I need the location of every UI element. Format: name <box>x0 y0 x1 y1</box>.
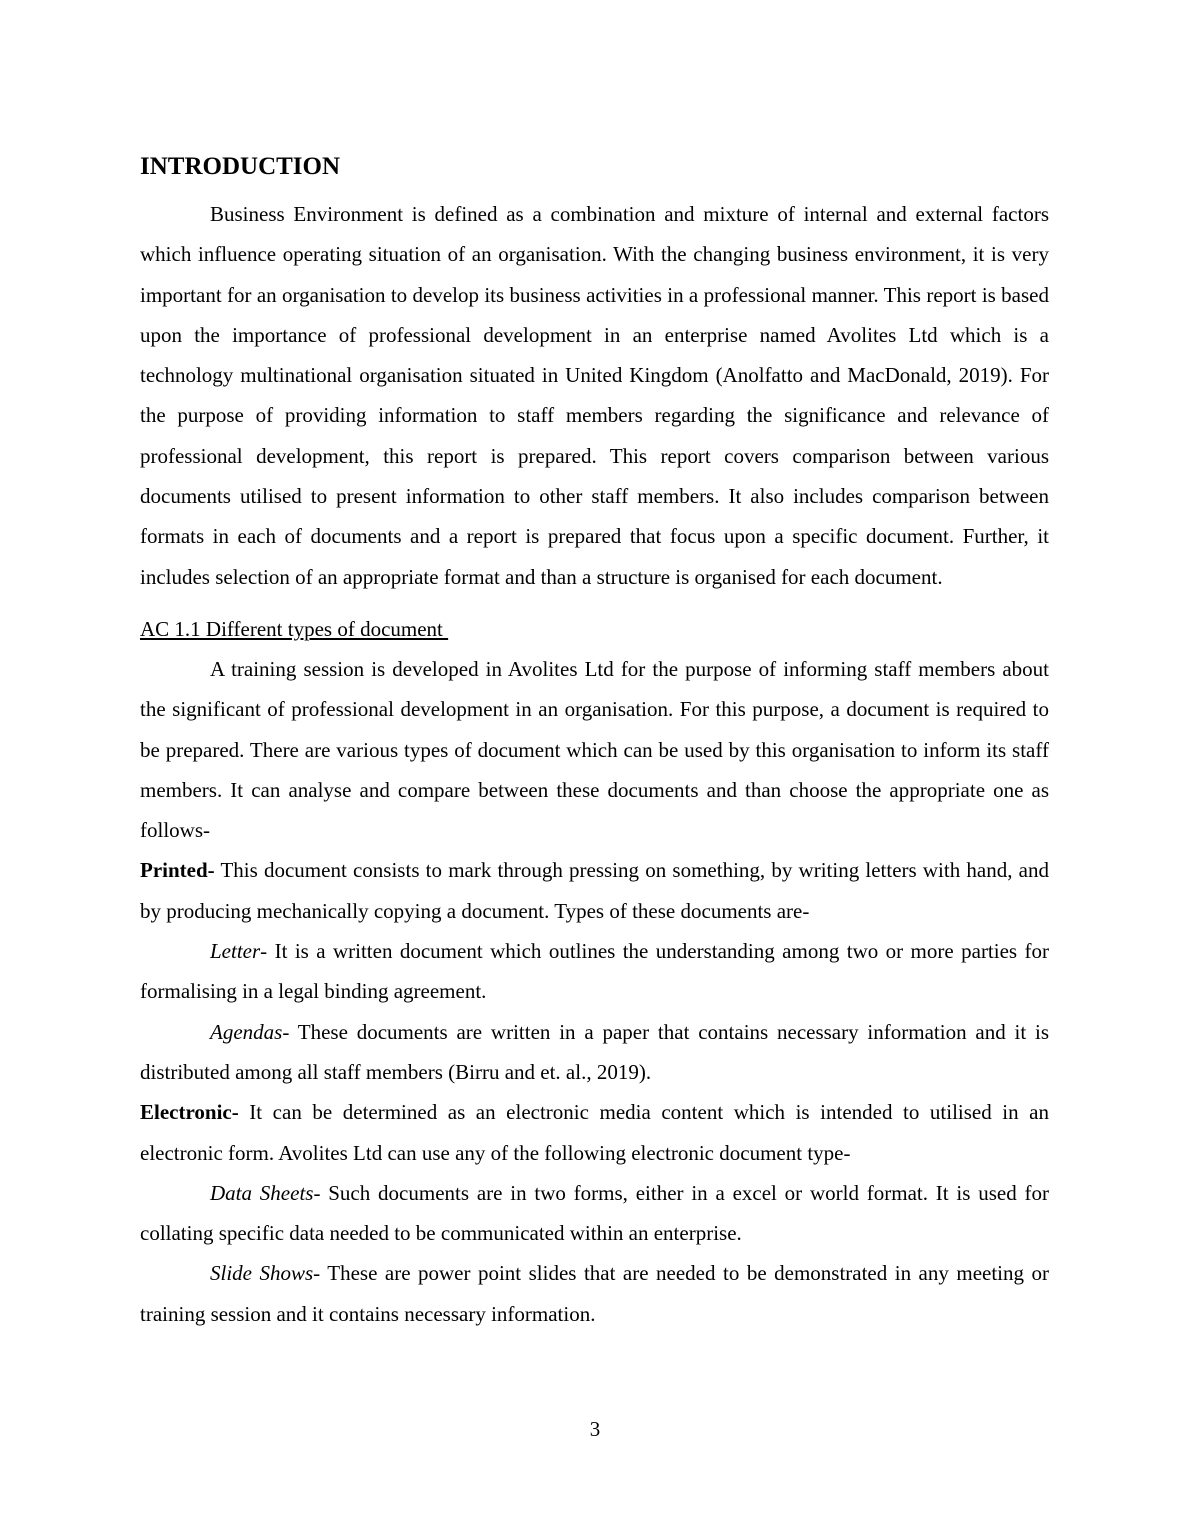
data-sheets-text: - Such documents are in two forms, either in a excel or world format. It is used for collating specific data needed to be communicated within an enterprise. <box>140 1180 1049 1246</box>
section-heading: AC 1.1 Different types of document <box>140 616 449 641</box>
section-paragraph: A training session is developed in Avolites Ltd for the purpose of informing staff members about the significant of professional development in an organisation. For this purpose, a document is required to be prepared. There are various types of document which can be used by this organisation to inform its staff members. It can analyse and compare between these documents and than choose the appropriate one as follows- <box>140 656 1049 843</box>
letter-paragraph <box>140 931 1049 1012</box>
printed-paragraph <box>140 850 1049 931</box>
page-number: 3 <box>589 1417 601 1441</box>
letter-label: Letter <box>210 939 261 964</box>
page-title: INTRODUCTION <box>140 153 341 180</box>
data-sheets-label: Data Sheets <box>210 1180 314 1205</box>
letter-text: - It is a written document which outlines the understanding among two or more parties for formalising in a legal binding agreement. <box>140 939 1049 1004</box>
data-sheets-paragraph <box>140 1173 1049 1254</box>
electronic-label: Electronic- <box>140 1100 239 1125</box>
slide-shows-label: Slide Shows <box>210 1261 314 1286</box>
printed-text: This document consists to mark through pressing on something, by writing letters with hand, and by producing mechanically copying a document. Types of these documents are- <box>140 858 1049 923</box>
slide-shows-text: - These are power point slides that are needed to be demonstrated in any meeting or training session and it contains necessary information. <box>140 1261 1049 1326</box>
printed-label: Printed- <box>140 858 215 883</box>
agendas-text: - These documents are written in a paper that contains necessary information and it is distributed among all staff members (Birru and et. al., 2019). <box>140 1019 1049 1084</box>
document-page <box>140 150 1049 1334</box>
intro-paragraph: Business Environment is defined as a combination and mixture of internal and external factors which influence operating situation of an organisation. With the changing business environment, it is very important for an organisation to develop its business activities in a professional manner. This report is based upon the importance of professional development in an enterprise named Avolites Ltd which is a technology multinational organisation situated in United Kingdom (Anolfatto and MacDonald, 2019). For the purpose of providing information to staff members regarding the significance and relevance of professional development, this report is prepared. This report covers comparison between various documents utilised to present information to other staff members. It also includes comparison between formats in each of documents and a report is prepared that focus upon a specific document. Further, it includes selection of an appropriate format and than a structure is organised for each document. <box>140 202 1049 589</box>
agendas-paragraph <box>140 1012 1049 1093</box>
electronic-text: It can be determined as an electronic media content which is intended to utilised in an electronic form. Avolites Ltd can use any of the following electronic document type- <box>140 1100 1049 1165</box>
agendas-label: Agendas <box>210 1019 283 1044</box>
electronic-paragraph <box>140 1092 1049 1173</box>
slide-shows-paragraph <box>140 1253 1049 1334</box>
